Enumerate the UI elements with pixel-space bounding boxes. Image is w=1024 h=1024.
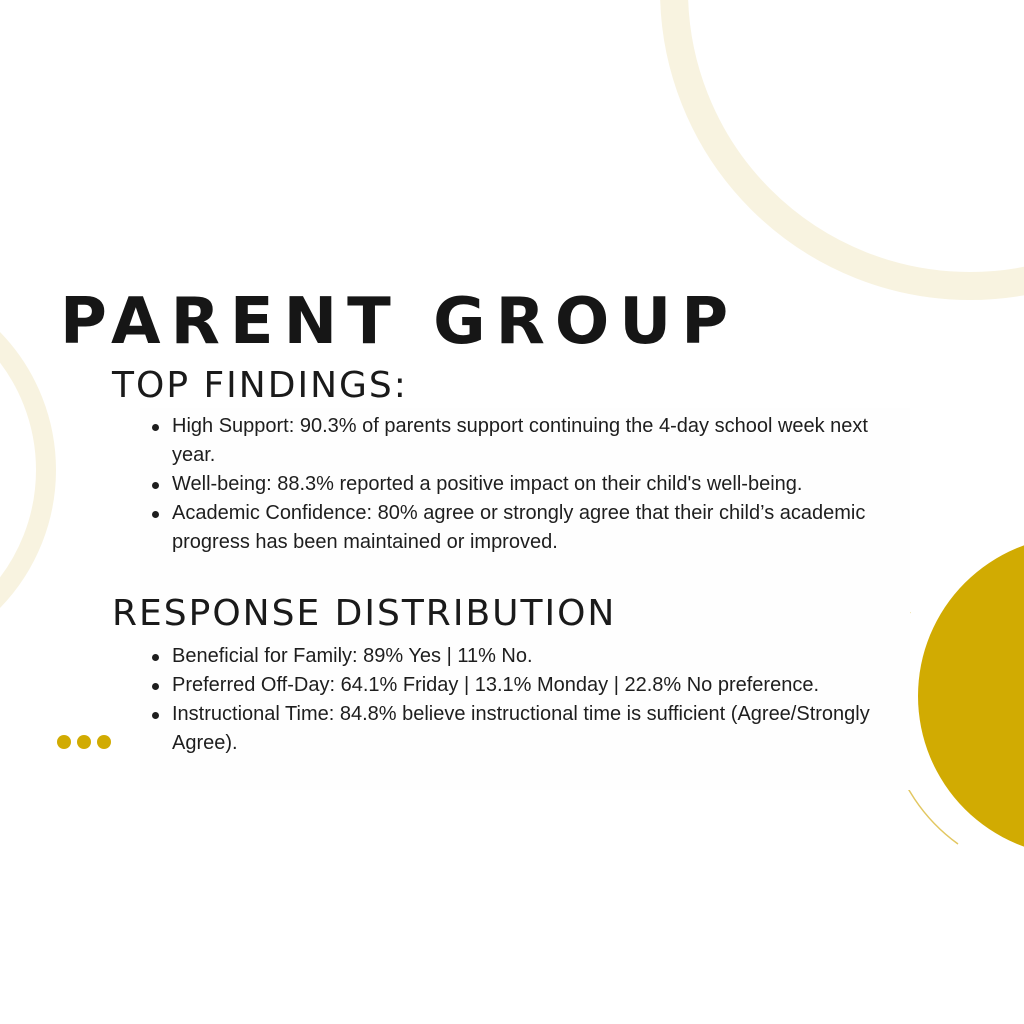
decorative-gold-arc xyxy=(890,560,1024,920)
bullet-icon xyxy=(152,712,159,719)
dot-icon xyxy=(57,735,71,749)
list-item xyxy=(148,700,908,758)
bullet-icon xyxy=(152,482,159,489)
page-title: PARENT GROUP xyxy=(60,285,739,359)
list-item-text: High Support: 90.3% of parents support continuing the 4-day school week next year. xyxy=(172,415,868,466)
bullet-icon xyxy=(152,654,159,661)
list-item-text: Instructional Time: 84.8% believe instructional time is sufficient (Agree/Strongly Agree). xyxy=(172,703,870,754)
list-item-text: Well-being: 88.3% reported a positive impact on their child's well-being. xyxy=(172,473,803,495)
list-item xyxy=(148,412,908,470)
response-distribution-heading: RESPONSE DISTRIBUTION xyxy=(112,593,617,634)
list-item-text: Academic Confidence: 80% agree or strongly agree that their child’s academic progress has been maintained or improved. xyxy=(172,502,866,553)
decorative-gold-circle xyxy=(918,536,1024,856)
list-item-text: Preferred Off-Day: 64.1% Friday | 13.1% Monday | 22.8% No preference. xyxy=(172,674,820,696)
response-distribution-list xyxy=(148,642,908,758)
ellipsis-dots-icon xyxy=(57,735,111,749)
bullet-icon xyxy=(152,683,159,690)
dot-icon xyxy=(77,735,91,749)
list-item xyxy=(148,499,908,557)
top-findings-list xyxy=(148,412,908,557)
bullet-icon xyxy=(152,424,159,431)
list-item xyxy=(148,642,908,671)
decorative-ring-left xyxy=(0,272,56,668)
list-item-text: Beneficial for Family: 89% Yes | 11% No. xyxy=(172,645,533,667)
top-findings-heading: TOP FINDINGS: xyxy=(112,365,408,406)
decorative-ring-top-right xyxy=(660,0,1024,300)
dot-icon xyxy=(97,735,111,749)
list-item xyxy=(148,470,908,499)
bullet-icon xyxy=(152,511,159,518)
list-item xyxy=(148,671,908,700)
